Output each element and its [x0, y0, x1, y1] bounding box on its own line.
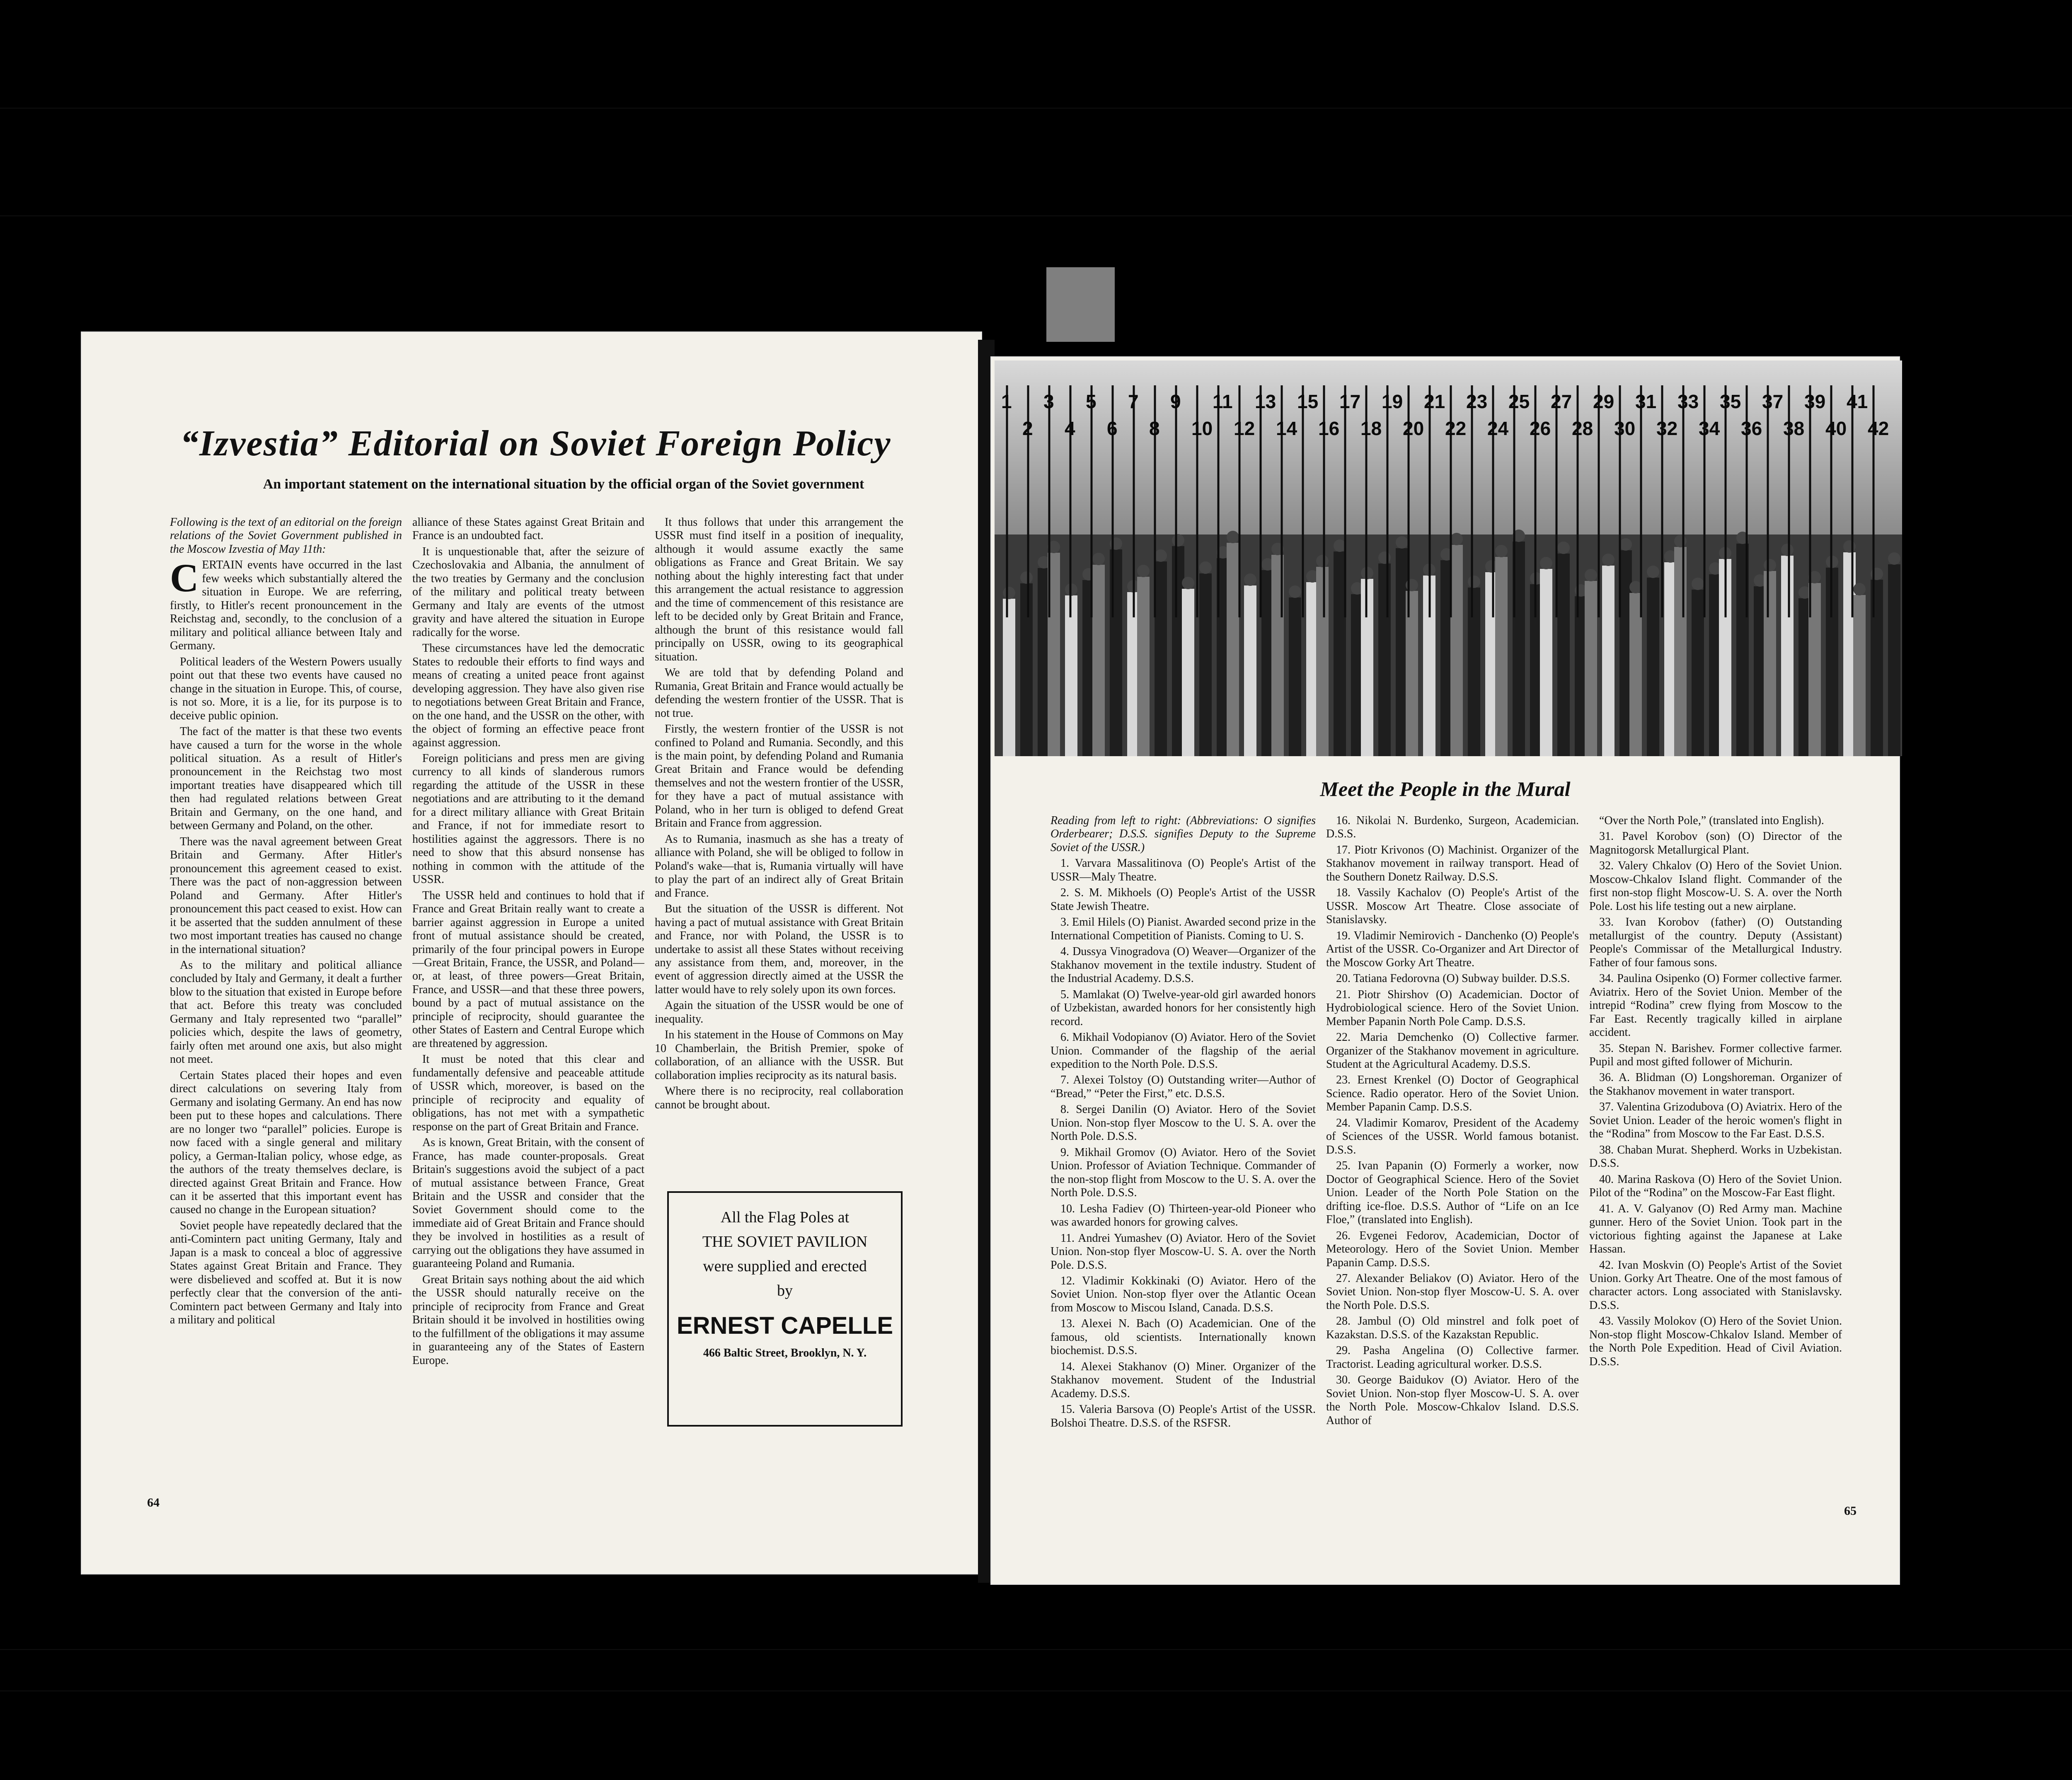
- mural-figure: [1888, 564, 1900, 756]
- mural-figure-head: [1137, 565, 1150, 577]
- paragraph: But the situation of the USSR is different. Not having a pact of mutual assistance with Great Britain and France, nor with Poland, the USSR is to undertake to assist all these States without receiving any assistance from them, and, moreover, in the event of aggression directly aimed at the USSR the latter would have to rely solely upon its own forces.: [655, 902, 903, 996]
- mural-number-label: 9: [1170, 391, 1181, 412]
- mural-figure-head: [1585, 569, 1597, 581]
- advertisement-box: [667, 1191, 903, 1427]
- mural-figure-head: [1674, 535, 1687, 547]
- mural-figure: [1289, 597, 1301, 756]
- mural-figure: [1647, 578, 1659, 756]
- mural-figure: [1065, 595, 1077, 756]
- mural-figure: [1557, 554, 1570, 756]
- person-entry: 1. Varvara Massalitinova (O) People's Artist of the USSR—Maly Theatre.: [1051, 857, 1316, 883]
- paragraph: The fact of the matter is that these two events have caused a turn for the worse in the whole political situation. As a result of Hitler's pronouncement in the Reichstag two most important treaties have disappeared which till then had regulated relations between Great Britain and Germany, on the one hand, and between Germany and Poland, on the other.: [170, 725, 402, 832]
- mural-number-label: 23: [1466, 391, 1488, 412]
- person-entry: 16. Nikolai N. Burdenko, Surgeon, Academician. D.S.S.: [1326, 814, 1579, 841]
- person-entry: 20. Tatiana Fedorovna (O) Subway builder. D.S.S.: [1336, 972, 1570, 985]
- person-entry: 6. Mikhail Vodopianov (O) Aviator. Hero of the Soviet Union. Commander of the flagship of the aerial expedition to the North Pole. D.S.S.: [1051, 1031, 1316, 1071]
- paragraph: Great Britain says nothing about the aid which the USSR should naturally receive on the principle of reciprocity from France and Great Britain should it be involved in hostilities owing to the fulfillment of the obligations it may assume in guaranteeing any of the States of Eastern Europe.: [412, 1273, 644, 1367]
- mural-figure: [1378, 564, 1391, 756]
- person-entry: 30. George Baidukov (O) Aviator. Hero of the Soviet Union. Non-stop flyer Moscow-U. S. A. over the North Pole. Moscow-Chkalov Island. D.S.S. Author of: [1326, 1374, 1579, 1427]
- mural-number-label: 2: [1022, 418, 1033, 439]
- person-entry: 41. A. V. Galyanov (O) Red Army man. Machine gunner. Hero of the Soviet Union. Took part in the victorious fighting against the Japanese at Lake Hassan.: [1589, 1202, 1842, 1256]
- person-entry: 17. Piotr Krivonos (O) Machinist. Organizer of the Stakhanov movement in railway transport. Head of the Southern Donetz Railway. D.S.S.: [1326, 843, 1579, 883]
- paragraph: Again the situation of the USSR would be one of inequality.: [655, 999, 903, 1025]
- mural-figure: [1020, 583, 1033, 756]
- mural-figure: [1853, 595, 1866, 756]
- paragraph: Soviet people have repeatedly declared that the anti-Comintern pact uniting Germany, Italy and Japan is a mask to conceal a bloc of aggressive States against Great Britain and France. They were disbelieved and scoffed at. But it is now perfectly clear that the conversion of the anti-Comintern pact between Germany and Italy into a military and political: [170, 1219, 402, 1327]
- mural-figure: [1585, 581, 1597, 756]
- mural-number-label: 32: [1656, 418, 1678, 439]
- mural-number-label: 8: [1149, 418, 1160, 439]
- mural-number-label: 13: [1255, 391, 1276, 412]
- mural-number-label: 22: [1445, 418, 1467, 439]
- mural-figure: [1003, 599, 1015, 756]
- paragraph: It thus follows that under this arrangement the USSR must find itself in a position of inequality, although it would assume exactly the same obligations as France and Great Britain. We say nothing about the highly interesting fact that under this arrangement the actual resistance to aggression and the time of commencement of this resistance are left to be decided only by Great Britain and France, although the brunt of this resistance would fall principally on USSR, owing to its geographical situation.: [655, 516, 903, 663]
- person-entry: 25. Ivan Papanin (O) Formerly a worker, now Doctor of Geographical Science. Hero of the Soviet Union. Leader of the North Pole Station on the drifting ice-floe. D.S.S. Author of “Life on an Ice Floe,” (translated into English).: [1326, 1159, 1579, 1226]
- mural-number-label: 7: [1128, 391, 1139, 412]
- mural-number-label: 1: [1001, 391, 1012, 412]
- paragraph: As to Rumania, inasmuch as she has a treaty of alliance with Poland, she will be obliged to follow in Poland's wake—that is, Rumania virtually will have to play the part of an indirect ally of Great Britain and France.: [655, 832, 903, 900]
- person-entry: 31. Pavel Korobov (son) (O) Director of the Magnitogorsk Metallurgical Plant.: [1589, 830, 1842, 856]
- mural-figure-head: [1003, 587, 1015, 599]
- mural-figure: [1450, 545, 1463, 756]
- mural-number-label: 17: [1339, 391, 1361, 412]
- paragraph: alliance of these States against Great Britain and France is an undoubted fact.: [412, 516, 644, 542]
- mural-figure: [1540, 569, 1552, 756]
- mural-figure-head: [1244, 573, 1256, 586]
- person-entry: 2. S. M. Mikhoels (O) People's Artist of the USSR State Jewish Theatre.: [1051, 886, 1316, 913]
- right-page: [990, 356, 1900, 1585]
- mural-number-label: 33: [1677, 391, 1699, 412]
- mural-figure-head: [1540, 557, 1552, 569]
- person-entry: 5. Mamlakat (O) Twelve-year-old girl awarded honors of Uzbekistan, awarded honors for her consistently high record.: [1051, 988, 1316, 1028]
- mural-number-label: 35: [1720, 391, 1741, 412]
- mural-figure-head: [1692, 578, 1704, 590]
- mural-caption-title: Meet the People in the Mural: [1320, 777, 1571, 801]
- person-entry: 34. Paulina Osipenko (O) Former collective farmer. Aviatrix. Hero of the Soviet Union. Member of the intrepid “Rodina” crew flying from Moscow to the Far East. Recently tragically killed in airplane accident.: [1589, 972, 1842, 1039]
- left-page: [81, 331, 982, 1574]
- ad-line: were supplied and erected: [703, 1257, 867, 1275]
- mural-number-label: 24: [1487, 418, 1509, 439]
- person-entry: 33. Ivan Korobov (father) (O) Outstanding metallurgist of the country. Deputy (Assistant) People's Commissar of the Metallurgical Industry. Father of four famous sons.: [1589, 916, 1842, 969]
- mural-number-label: 38: [1783, 418, 1805, 439]
- mural-figure-head: [1602, 554, 1615, 566]
- person-entry: 12. Vladimir Kokkinaki (O) Aviator. Hero of the Soviet Union. Non-stop flyer over the Atlantic Ocean from Moscow to Miscou Island, Canada. D.S.S.: [1051, 1275, 1316, 1314]
- ad-line: THE SOVIET PAVILION: [702, 1233, 868, 1250]
- mural-photo: [995, 360, 1902, 756]
- article-column-1: [170, 516, 402, 1527]
- mural-number-label: 29: [1593, 391, 1615, 412]
- mural-figure-head: [1450, 533, 1463, 545]
- mural-number-label: 39: [1804, 391, 1826, 412]
- mural-figure-head: [1888, 552, 1900, 565]
- person-entry: 18. Vassily Kachalov (O) People's Artist of the USSR. Moscow Art Theatre. Close associate of Stanislavsky.: [1326, 886, 1579, 926]
- person-entry: 14. Alexei Stakhanov (O) Miner. Organizer of the Stakhanov movement. Student of the Industrial Academy. D.S.S.: [1051, 1360, 1316, 1400]
- people-column-3: [1589, 814, 1842, 1556]
- person-entry: 42. Ivan Moskvin (O) People's Artist of the Soviet Union. Gorky Art Theatre. One of the most famous of character actors. Long associated with Stanislavsky. D.S.S.: [1589, 1258, 1842, 1312]
- mural-number-label: 25: [1508, 391, 1530, 412]
- mural-figure-head: [1020, 571, 1033, 584]
- person-entry: 26. Evgenei Fedorov, Academician, Doctor of Meteorology. Hero of the Soviet Union. Member Papanin Camp. D.S.S.: [1326, 1229, 1579, 1269]
- person-entry: 21. Piotr Shirshov (O) Academician. Doctor of Hydrobiological science. Hero of the Soviet Union. Member Papanin North Pole Camp. D.S.S.: [1326, 988, 1579, 1028]
- tape-strip: [1046, 267, 1115, 342]
- paragraph: Foreign politicians and press men are giving currency to all kinds of slanderous rumors regarding the attitude of the USSR in these negotiations and are attributing to it the demand for a direct military alliance with Great Britain and France, if not for immediate resort to hostilities against the aggressors. There is no need to show that this absurd nonsense has nothing in common with the attitude of the USSR.: [412, 752, 644, 886]
- mural-figure: [1674, 547, 1687, 756]
- person-entry: 35. Stepan N. Barishev. Former collective farmer. Pupil and most gifted follower of Michurin.: [1589, 1042, 1842, 1068]
- mural-figure: [1629, 593, 1642, 756]
- paragraph: Firstly, the western frontier of the USSR is not confined to Poland and Rumania. Secondly, and this is the main point, by defending Poland and Rumania Great Britain and France would be defending themselves and not the western frontier of the USSR, for they have a pact of mutual assistance with Poland, who in her turn is obliged to defend Great Britain and France from aggression.: [655, 723, 903, 830]
- mural-number-label: 6: [1107, 418, 1118, 439]
- mural-number-label: 10: [1191, 418, 1213, 439]
- person-entry: 36. A. Blidman (O) Longshoreman. Organizer of the Stakhanov movement in water transport.: [1589, 1071, 1842, 1098]
- drop-cap: C: [170, 556, 199, 600]
- mural-figure: [1137, 577, 1150, 756]
- mural-figure: [1155, 561, 1167, 756]
- mural-figure: [1316, 567, 1329, 756]
- paragraph: ERTAIN events have occurred in the last few weeks which substantially altered the situation in Europe. We are referring, firstly, to Hitler's recent pronouncement in the Reichstag and, secondly, to the conclusion of a military and political alliance between Italy and Germany.: [170, 559, 402, 653]
- mural-figure: [1602, 566, 1615, 756]
- mural-figure-head: [1843, 540, 1856, 553]
- person-entry: 27. Alexander Beliakov (O) Aviator. Hero of the Soviet Union. Non-stop flyer Moscow-U. S. A. over the North Pole. D.S.S.: [1326, 1272, 1579, 1312]
- mural-figure-head: [1396, 536, 1408, 549]
- mural-figure-head: [1092, 553, 1105, 565]
- person-entry: 7. Alexei Tolstoy (O) Outstanding writer—Author of “Bread,” “Peter the First,” etc. D.S.S.: [1051, 1074, 1316, 1100]
- mural-intro: Reading from left to right: (Abbreviations: O signifies Orderbearer; D.S.S. signifies Deputy to the Supreme Soviet of the USSR.): [1051, 814, 1316, 854]
- person-entry: 13. Alexei N. Bach (O) Academician. One of the famous, old scientists. Internationally known biochemist. D.S.S.: [1051, 1317, 1316, 1357]
- person-entry: 15. Valeria Barsova (O) People's Artist of the USSR. Bolshoi Theatre. D.S.S. of the RSFSR.: [1051, 1403, 1316, 1429]
- mural-number-label: 42: [1868, 418, 1889, 439]
- paragraph: Political leaders of the Western Powers usually point out that these two events have caused no change in the situation in Europe. This, of course, is not so. More, it is a lie, for its purpose is to deceive public opinion.: [170, 655, 402, 722]
- paragraph: Certain States placed their hopes and even direct calculations on severing Italy from Germany and isolating Germany. An end has now been put to these hopes and calculations. There are no longer two “parallel” policies. Europe is now faced with a single general and military policy, a German-Italian policy, whose edge, as the authors of the treaty themselves declare, is directed against Great Britain and France. How can it be asserted that this important event has caused no change in the European situation?: [170, 1069, 402, 1216]
- person-entry: 8. Sergei Danilin (O) Aviator. Hero of the Soviet Union. Non-stop flyer Moscow to the U. S. A. over the North Pole. D.S.S.: [1051, 1103, 1316, 1143]
- article-subtitle: An important statement on the international situation by the official organ of the Soviet government: [263, 476, 864, 492]
- mural-number-label: 15: [1297, 391, 1319, 412]
- mural-figure: [1468, 588, 1480, 756]
- mural-number-label: 36: [1741, 418, 1762, 439]
- page-number-right: 65: [1844, 1504, 1857, 1518]
- paragraph: These circumstances have led the democratic States to redouble their efforts to find ways and means of creating a united peace front against developing aggression. They have also given rise to negotiations between Great Britain and France, on the one hand, and the USSR on the other, with the object of forming an effective peace front against aggression.: [412, 642, 644, 749]
- person-entry: 19. Vladimir Nemirovich - Danchenko (O) People's Artist of the USSR. Co-Organizer and Art Director of the Moscow Gorky Art Theatre.: [1326, 929, 1579, 969]
- mural-figure-head: [1378, 551, 1391, 564]
- mural-number-label: 4: [1065, 418, 1075, 439]
- article-column-3: [655, 516, 903, 1171]
- mural-number-label: 20: [1403, 418, 1424, 439]
- mural-figure-head: [1619, 538, 1632, 551]
- people-column-1: [1051, 814, 1316, 1556]
- mural-figure-head: [1182, 577, 1194, 589]
- mural-figure: [1692, 590, 1704, 756]
- person-entry: 24. Vladimir Komarov, President of the Academy of Sciences of the USSR. World famous botanist. D.S.S.: [1326, 1116, 1579, 1156]
- mural-number-label: 37: [1762, 391, 1784, 412]
- ad-address: 466 Baltic Street, Brooklyn, N. Y.: [703, 1347, 867, 1360]
- mural-number-label: 28: [1572, 418, 1593, 439]
- mural-figure-head: [1316, 555, 1329, 567]
- mural-number-label: 26: [1530, 418, 1551, 439]
- paragraph: There was the naval agreement between Great Britain and Germany. After Hitler's pronouncement this agreement ceased to exist. There was the pact of non-aggression between Poland and Germany. After Hitler's pronouncement this pact ceased to exist. How can it be asserted that the sudden annulment of these two most important treaties has caused no change in the international situation?: [170, 835, 402, 956]
- person-entry: 9. Mikhail Gromov (O) Aviator. Hero of the Soviet Union. Professor of Aviation Technique. Commander of the non-stop flight from Moscow to the U. S. A. over the North Pole. D.S.S.: [1051, 1146, 1316, 1200]
- mural-number-label: 3: [1043, 391, 1054, 412]
- article-title: “Izvestia” Editorial on Soviet Foreign Policy: [180, 423, 891, 464]
- paragraph: As is known, Great Britain, with the consent of France, has made counter-proposals. Great Britain's suggestions avoid the subject of a pact of mutual assistance between France, Great Britain and the USSR and consider that the Soviet Government should come to the immediate aid of Great Britain and France should they be involved in hostilities as a result of carrying out the obligations they have assumed in guaranteeing Poland and Rumania.: [412, 1136, 644, 1270]
- mural-figure: [1495, 557, 1508, 756]
- person-entry: 28. Jambul (O) Old minstrel and folk poet of Kazakstan. D.S.S. of the Kazakstan Republic.: [1326, 1315, 1579, 1341]
- ad-company: ERNEST CAPELLE: [676, 1312, 893, 1339]
- people-column-2: [1326, 814, 1579, 1556]
- ad-line: by: [777, 1282, 793, 1299]
- mural-figure-head: [1227, 531, 1239, 543]
- paragraph: It must be noted that this clear and fundamentally defensive and peaceable attitude of USSR which, moreover, is based on the principle of reciprocity and equality of obligations, has not met with a sympathetic response on the part of Great Britain and France.: [412, 1053, 644, 1133]
- person-entry: 3. Emil Hilels (O) Pianist. Awarded second prize in the International Competition of Pianists. Coming to U. S.: [1051, 916, 1316, 942]
- mural-figure: [1244, 585, 1256, 756]
- person-entry: 37. Valentina Grizodubova (O) Aviatrix. Hero of the Soviet Union. Leader of the heroic women's flight in the “Rodina” from Moscow to the Far East. D.S.S.: [1589, 1100, 1842, 1141]
- person-entry: “Over the North Pole,” (translated into English).: [1599, 814, 1824, 827]
- person-entry: 38. Chaban Murat. Shepherd. Works in Uzbekistan. D.S.S.: [1589, 1143, 1842, 1170]
- mural-figure: [1199, 573, 1212, 756]
- mural-figure: [1781, 556, 1794, 756]
- mural-number-label: 34: [1699, 418, 1720, 439]
- mural-figure-head: [1199, 561, 1212, 574]
- mural-figure-head: [1647, 566, 1659, 578]
- person-entry: 29. Pasha Angelina (O) Collective farmer. Tractorist. Leading agricultural worker. D.S.S.: [1326, 1344, 1579, 1371]
- article-intro: Following is the text of an editorial on the foreign relations of the Soviet Government published in the Moscow Izvestia of May 11th:: [170, 516, 402, 556]
- person-entry: 11. Andrei Yumashev (O) Aviator. Hero of the Soviet Union. Non-stop flyer Moscow-U. S. A. over the North Pole. D.S.S.: [1051, 1231, 1316, 1272]
- paragraph: We are told that by defending Poland and Rumania, Great Britain and France would actually be defending the western frontier of the USSR. That is not true.: [655, 666, 903, 720]
- mural-number-label: 16: [1318, 418, 1340, 439]
- mural-number-label: 27: [1551, 391, 1572, 412]
- mural-number-label: 19: [1382, 391, 1403, 412]
- page-number-left: 64: [147, 1496, 160, 1509]
- mural-figure-head: [1781, 544, 1794, 556]
- paragraph: Where there is no reciprocity, real collaboration cannot be brought about.: [655, 1085, 903, 1111]
- mural-figure-head: [1155, 549, 1167, 562]
- paragraph: It is unquestionable that, after the seizure of Czechoslovakia and Albania, the annulment of the two treaties by Germany and the conclusion of the military and political treaty between Germany and Italy are events of the utmost gravity and have altered the situation in Europe radically for the worse.: [412, 545, 644, 639]
- mural-figure: [1227, 543, 1239, 756]
- mural-number-label: 30: [1614, 418, 1636, 439]
- paragraph: As to the military and political alliance concluded by Italy and Germany, it dealt a further blow to the situation that existed in Europe before that act. Before this treaty was concluded Germany and Italy represented two “parallel” policies which, despite the laws of geometry, fairly often met around one axis, but also might not meet.: [170, 959, 402, 1066]
- person-entry: 32. Valery Chkalov (O) Hero of the Soviet Union. Moscow-Chkalov Island flight. Commander of the first non-stop flight Moscow-U. S. A. over the North Pole. Lost his life testing out a new airplane.: [1589, 859, 1842, 913]
- mural-number-label: 11: [1213, 391, 1233, 412]
- paragraph: In his statement in the House of Commons on May 10 Chamberlain, the British Premier, spoke of collaboration, of an alliance with the USSR. But collaboration implies reciprocity as its natural basis.: [655, 1028, 903, 1082]
- mural-number-label: 41: [1847, 391, 1868, 412]
- mural-figure-head: [1764, 559, 1776, 571]
- mural-figure-head: [1853, 583, 1866, 595]
- ad-line: All the Flag Poles at: [720, 1209, 850, 1226]
- person-entry: 4. Dussya Vinogradova (O) Weaver—Organizer of the Stakhanov movement in the textile industry. Student of the Industrial Academy. D.S.S.: [1051, 945, 1316, 985]
- article-column-2: [412, 516, 644, 1527]
- mural-figure: [1092, 565, 1105, 756]
- mural-figure-head: [1495, 545, 1508, 557]
- paragraph: The USSR held and continues to hold that if France and Great Britain really want to create a barrier against aggression in Europe a united front of mutual assistance should be created, primarily of the four principal powers in Europe—Great Britain, France, the USSR, and Poland—or, at least, of three powers—Great Britain, France, and USSR—and that these three powers, bound by a pact of mutual assistance on the principle of reciprocity, should guarantee the other States of Eastern and Central Europe which are threatened by aggression.: [412, 889, 644, 1050]
- person-entry: 40. Marina Raskova (O) Hero of the Soviet Union. Pilot of the “Rodina” on the Moscow-Far East flight.: [1589, 1173, 1842, 1200]
- mural-number-label: 12: [1234, 418, 1255, 439]
- mural-figure: [1764, 571, 1776, 756]
- mural-figure-head: [1468, 576, 1480, 588]
- mural-number-label: 18: [1360, 418, 1382, 439]
- mural-figure-head: [1557, 542, 1570, 554]
- mural-number-label: 5: [1086, 391, 1097, 412]
- mural-number-label: 21: [1424, 391, 1445, 412]
- mural-number-label: 14: [1276, 418, 1297, 439]
- person-entry: 43. Vassily Molokov (O) Hero of the Soviet Union. Non-stop flight Moscow-Chkalov Island. Member of the North Pole Expedition. Head of Civil Aviation. D.S.S.: [1589, 1315, 1842, 1368]
- person-entry: 23. Ernest Krenkel (O) Doctor of Geographical Science. Radio operator. Hero of the Soviet Union. Member Papanin Camp. D.S.S.: [1326, 1074, 1579, 1114]
- mural-number-label: 40: [1825, 418, 1847, 439]
- mural-figure-head: [1289, 585, 1301, 598]
- person-entry: 22. Maria Demchenko (O) Collective farmer. Organizer of the Stakhanov movement in agriculture. Student at the Agricultural Academy. D.S.S.: [1326, 1031, 1579, 1071]
- mural-number-label: 31: [1635, 391, 1657, 412]
- mural-figure-head: [1172, 534, 1184, 547]
- person-entry: 10. Lesha Fadiev (O) Thirteen-year-old Pioneer who was awarded honors for growing calves.: [1051, 1202, 1316, 1229]
- mural-figure: [1182, 589, 1194, 756]
